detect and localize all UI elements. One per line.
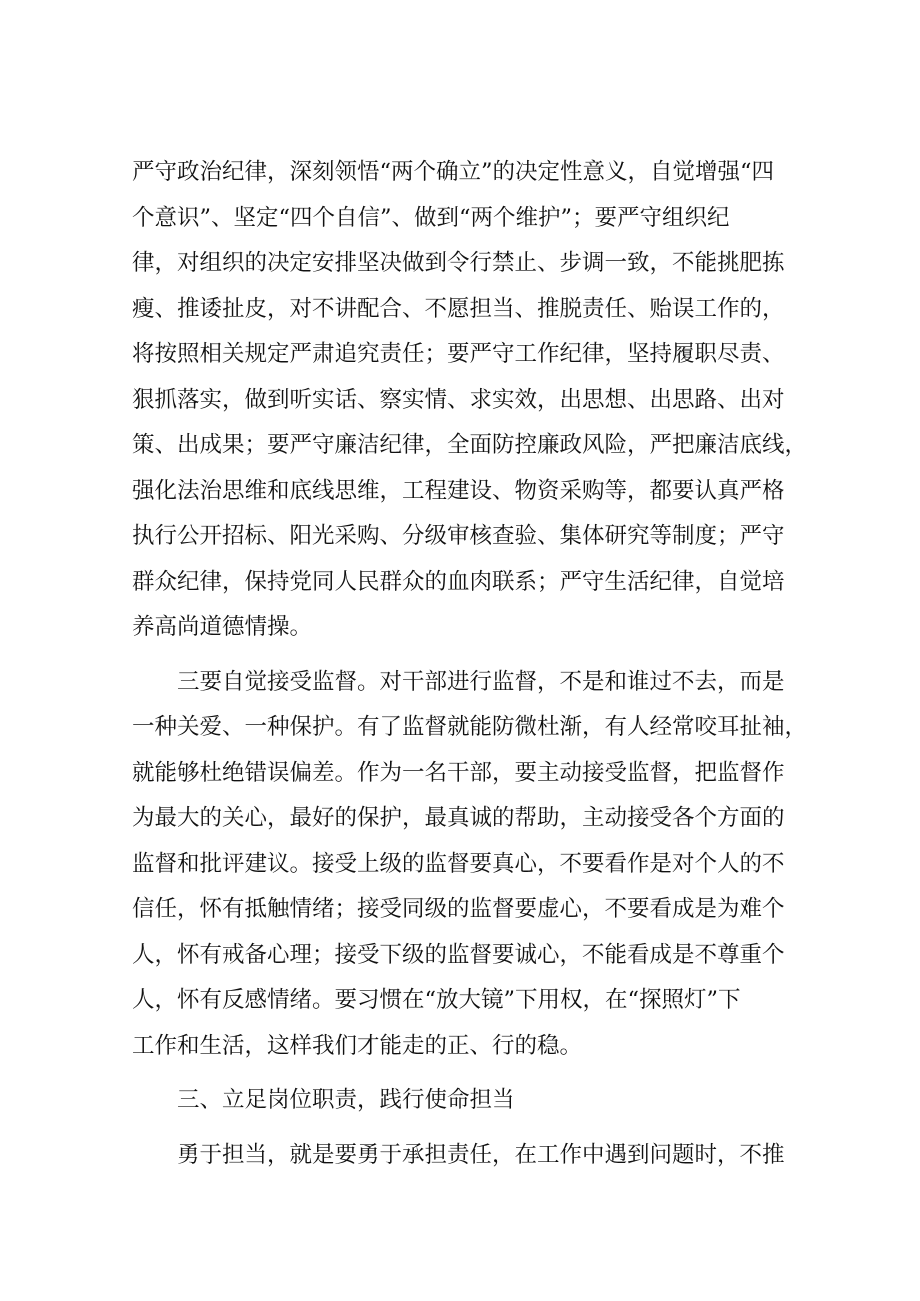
section-heading xyxy=(132,1078,798,1124)
text-line: 将按照相关规定严肃追究责任；要严守工作纪律，坚持履职尽责、 xyxy=(132,341,785,367)
paragraph-discipline xyxy=(132,150,808,651)
text-line: 狠抓落实，做到听实话、察实情、求实效，出思想、出思路、出对 xyxy=(132,386,785,413)
text-line: 勇于担当，就是要勇于承担责任，在工作中遇到问题时，不推 xyxy=(177,1141,785,1168)
text-line: 监督和批评建议。接受上级的监督要真心，不要看作是对个人的不 xyxy=(132,850,785,877)
text-line: 为最大的关心，最好的保护，最真诚的帮助，主动接受各个方面的 xyxy=(132,805,785,831)
text-line: 严守政治纪律，深刻领悟“两个确立”的决定性意义，自觉增强“四 xyxy=(132,159,775,185)
text-line: 个意识”、坚定“四个自信”、做到“两个维护”；要严守组织纪 xyxy=(132,204,730,231)
text-line: 强化法治思维和底线思维，工程建设、物资采购等，都要认真严格 xyxy=(132,477,785,504)
document-body xyxy=(132,150,808,1187)
text-line: 养高尚道德情操。 xyxy=(132,614,313,640)
text-line: 律，对组织的决定安排坚决做到令行禁止、步调一致，不能挑肥拣 xyxy=(132,250,785,276)
text-line: 执行公开招标、阳光采购、分级审核查验、集体研究等制度；严守 xyxy=(132,523,785,549)
paragraph-supervision xyxy=(132,660,808,1070)
text-line: 三要自觉接受监督。对干部进行监督，不是和谁过不去，而是 xyxy=(177,668,785,695)
text-line: 策、出成果；要严守廉洁纪律，全面防控廉政风险，严把廉洁底线， xyxy=(132,432,808,458)
text-line: 人，怀有戒备心理；接受下级的监督要诚心，不能看成是不尊重个 xyxy=(132,941,785,968)
heading-line: 三、立足岗位职责，践行使命担当 xyxy=(177,1087,515,1113)
text-line: 群众纪律，保持党同人民群众的血肉联系；严守生活纪律，自觉培 xyxy=(132,568,785,595)
text-line: 信任，怀有抵触情绪；接受同级的监督要虚心，不要看成是为难个 xyxy=(132,896,785,922)
text-line: 工作和生活，这样我们才能走的正、行的稳。 xyxy=(132,1032,583,1059)
paragraph-responsibility xyxy=(132,1133,798,1179)
text-line: 一种关爱、一种保护。有了监督就能防微杜渐，有人经常咬耳扯袖， xyxy=(132,714,808,740)
text-line: 瘦、推诿扯皮，对不讲配合、不愿担当、推脱责任、贻误工作的， xyxy=(132,295,785,322)
text-line: 就能够杜绝错误偏差。作为一名干部，要主动接受监督，把监督作 xyxy=(132,759,785,786)
text-line: 人，怀有反感情绪。要习惯在“放大镜”下用权，在“探照灯”下 xyxy=(132,987,741,1013)
